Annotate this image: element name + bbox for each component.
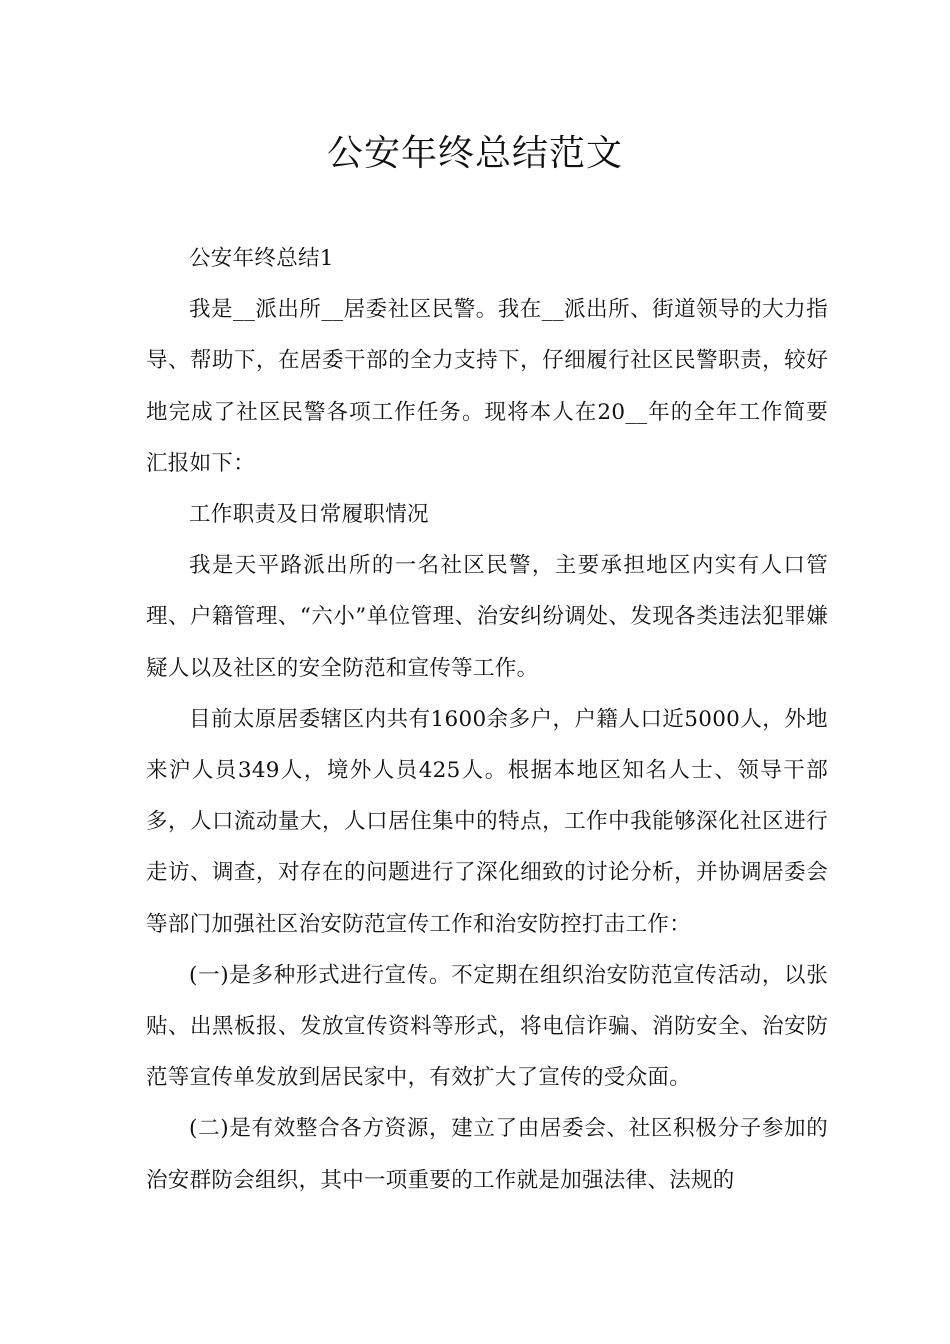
- document-title: 公安年终总结范文: [326, 133, 623, 174]
- paragraph-population: 目前太原居委辖区内共有1600余多户，户籍人口近5000人，外地来沪人员349人，境外人员425人。根据本地区知名人士、领导干部多，人口流动量大，人口居住集中的特点，工作中我能够深化社区进行走访、调查，对存在的问题进行了深化细致的讨论分析，并协调居委会等部门加强社区治安防范宣传工作和治安防控打击工作：: [146, 706, 828, 937]
- paragraph-intro: 我是__派出所__居委社区民警。我在__派出所、街道领导的大力指导、帮助下，在居委干部的全力支持下，仔细履行社区民警职责，较好地完成了社区民警各项工作任务。现将本人在20__年的全年工作简要汇报如下：: [146, 297, 828, 476]
- paragraph-duties: 我是天平路派出所的一名社区民警，主要承担地区内实有人口管理、户籍管理、“六小”单位管理、治安纠纷调处、发现各类违法犯罪嫌疑人以及社区的安全防范和宣传等工作。: [146, 553, 828, 681]
- paragraph-item-2: (二)是有效整合各方资源，建立了由居委会、社区积极分子参加的治安群防会组织，其中一项重要的工作就是加强法律、法规的: [146, 1116, 828, 1193]
- paragraph-section-heading-1: 公安年终总结1: [189, 246, 334, 271]
- paragraph-subheading-duties: 工作职责及日常履职情况: [189, 502, 429, 528]
- paragraph-item-1: (一)是多种形式进行宣传。不定期在组织治安防范宣传活动，以张贴、出黑板报、发放宣传资料等形式，将电信诈骗、消防安全、治安防范等宣传单发放到居民家中，有效扩大了宣传的受众面。: [146, 962, 828, 1091]
- document-body: [146, 233, 828, 1206]
